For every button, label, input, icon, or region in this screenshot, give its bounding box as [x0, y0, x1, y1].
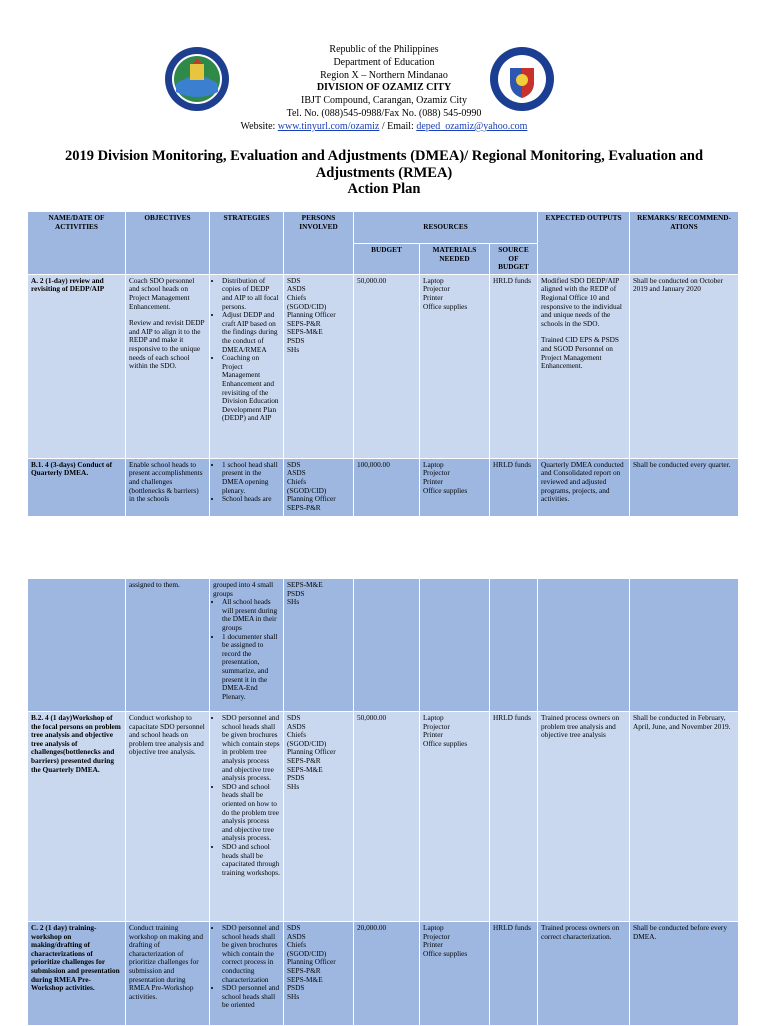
person-role: SEPS-M&E: [287, 580, 323, 589]
source-cell: HRLD funds: [490, 922, 538, 1026]
person-role: Planning Officer: [287, 310, 336, 320]
header-resources: RESOURCES: [354, 212, 538, 244]
source-cell: HRLD funds: [490, 274, 538, 458]
material-item: Projector: [423, 721, 450, 731]
person-role: ASDS: [287, 468, 306, 478]
material-item: Laptop: [423, 923, 444, 932]
header-persons: PERSONS INVOLVED: [284, 212, 354, 275]
strategies-list: [213, 277, 280, 423]
header-address: IBJT Compound, Carangan, Ozamiz City: [301, 95, 467, 107]
budget-cell: 50,000.00: [354, 274, 420, 458]
person-role: PSDS: [287, 983, 305, 993]
header-line-department: Department of Education: [333, 56, 435, 68]
material-item: Office supplies: [423, 948, 468, 958]
table-row: [28, 458, 739, 516]
objectives-cell: [126, 922, 210, 1026]
strategies-list: [213, 714, 280, 877]
materials-cell: [420, 712, 490, 922]
objective-text: Enable school heads to present accomplishments and challenges (bottlenecks & barriers) in the schools: [129, 459, 203, 504]
strategies-list: [213, 924, 280, 1010]
strategies-cell: [210, 274, 284, 458]
person-role: Planning Officer: [287, 494, 336, 504]
document-title: [40, 148, 728, 198]
source-cell: HRLD funds: [490, 458, 538, 516]
person-role: PSDS: [287, 335, 305, 345]
persons-cell: [284, 579, 354, 712]
materials-cell: [420, 922, 490, 1026]
person-role: Planning Officer: [287, 957, 336, 967]
material-item: Office supplies: [423, 485, 468, 495]
person-role: (SGOD/CID): [287, 485, 327, 495]
objective-text: Coach SDO personnel and school heads on Project Management Enhancement.: [129, 275, 195, 311]
objective-text: Conduct training workshop on making and drafting of characterization of prioritize challenges for submission and presentation during RMEA Pre-Workshop activities.: [129, 923, 203, 1001]
person-role: PSDS: [287, 588, 305, 598]
strategies-cell: [210, 712, 284, 922]
person-role: SDS: [287, 275, 301, 285]
person-role: ASDS: [287, 721, 306, 731]
person-role: ASDS: [287, 284, 306, 294]
header-objectives: OBJECTIVES: [126, 212, 210, 275]
output-text: Quarterly DMEA conducted and Consolidated report on reviewed and adjusted programs, projects, and activities.: [541, 459, 624, 504]
person-role: PSDS: [287, 773, 305, 783]
header-division: DIVISION OF OZAMIZ CITY: [316, 82, 452, 94]
person-role: SDS: [287, 713, 301, 722]
person-role: SEPS-P&R: [287, 755, 321, 765]
strategy-item: • 1 school head shall present in the DMEA opening plenary.: [222, 461, 280, 495]
email-label: / Email:: [379, 120, 417, 132]
output-text: Trained process owners on problem tree analysis and objective tree analysis: [541, 713, 620, 740]
table-row: [28, 274, 739, 458]
strategy-item: • Coaching on Project Management Enhancement and revisiting of the Division Education Development Plan (DEDP) and AIP: [222, 354, 280, 423]
person-role: (SGOD/CID): [287, 948, 327, 958]
person-role: SHs: [287, 781, 300, 791]
material-item: Laptop: [423, 275, 444, 285]
person-role: SEPS-M&E: [287, 974, 323, 984]
title-line-3: Action Plan: [347, 181, 421, 197]
source-cell: [490, 579, 538, 712]
material-item: Projector: [423, 468, 450, 478]
material-item: Printer: [423, 730, 443, 740]
budget-cell: [354, 579, 420, 712]
header-outputs: EXPECTED OUTPUTS: [538, 212, 630, 275]
action-plan-table-continued: [27, 578, 739, 1026]
strategies-cell: [210, 579, 284, 712]
activity-cell: B.2. 4 (1 day)Workshop of the focal persons on problem tree analysis and objective tree analysis of challenges(bottlenecks and barriers) presented during the Quarterly DMEA.: [28, 712, 126, 922]
table-row: [28, 922, 739, 1026]
material-item: Projector: [423, 284, 450, 294]
outputs-cell: [538, 579, 630, 712]
materials-cell: [420, 579, 490, 712]
strategies-cell: [210, 458, 284, 516]
person-role: Chiefs: [287, 940, 307, 950]
website-label: Website:: [240, 120, 278, 132]
strategy-item: • SDO and school heads shall be oriented on how to do the problem tree analysis process and objective tree analysis process.: [222, 783, 280, 843]
person-role: SDS: [287, 923, 301, 932]
material-item: Printer: [423, 292, 443, 302]
persons-cell: [284, 458, 354, 516]
person-role: SHs: [287, 344, 300, 354]
header-materials: MATERIALS NEEDED: [420, 244, 490, 275]
email-link[interactable]: deped_ozamiz@yahoo.com: [416, 120, 528, 132]
strategy-item: • All school heads will present during the DMEA in their groups: [222, 598, 280, 632]
strategy-item: • SDO personnel and school heads shall be given brochures which contain the correct process in conducting characterization: [222, 924, 280, 984]
title-line-1: 2019 Division Monitoring, Evaluation and Adjustments (DMEA)/ Regional Monitoring, Evaluation and: [64, 148, 704, 164]
header-remarks: REMARKS/ RECOMMEND-ATIONS: [630, 212, 739, 275]
budget-cell: 20,000.00: [354, 922, 420, 1026]
person-role: Chiefs: [287, 476, 307, 486]
material-item: Projector: [423, 931, 450, 941]
outputs-cell: [538, 922, 630, 1026]
objectives-cell: [126, 579, 210, 712]
budget-cell: 100,000.00: [354, 458, 420, 516]
objective-text: Review and revisit DEDP and AIP to align it to the REDP and make it responsive to the unique needs of each school within the SDO.: [129, 318, 205, 371]
header-source: SOURCE OF BUDGET: [490, 244, 538, 275]
header-web-line: [0, 121, 768, 134]
strategy-item: • SDO personnel and school heads shall be given brochures which contain steps in problem tree analysis process and objective tree analysis process.: [222, 714, 280, 783]
header-budget: BUDGET: [354, 244, 420, 275]
person-role: Chiefs: [287, 292, 307, 302]
remarks-cell: [630, 579, 739, 712]
person-role: SHs: [287, 597, 300, 607]
output-text: Trained CID EPS & PSDS and SGOD Personnel on Project Management Enhancement.: [541, 335, 619, 371]
header-name: NAME/DATE OF ACTIVITIES: [28, 212, 126, 275]
person-role: (SGOD/CID): [287, 301, 327, 311]
material-item: Laptop: [423, 713, 444, 722]
strategies-list: [213, 598, 280, 701]
person-role: (SGOD/CID): [287, 738, 327, 748]
table-row: [28, 579, 739, 712]
person-role: SEPS-P&R: [287, 502, 321, 512]
outputs-cell: [538, 712, 630, 922]
remarks-cell: Shall be conducted on October 2019 and January 2020: [630, 274, 739, 458]
strategy-item: • School heads are: [222, 495, 280, 504]
header-strategies: STRATEGIES: [210, 212, 284, 275]
materials-cell: [420, 458, 490, 516]
strategies-list: [213, 461, 280, 504]
header-line-region: Region X – Northern Mindanao: [320, 69, 448, 81]
materials-cell: [420, 274, 490, 458]
objective-text: Conduct workshop to capacitate SDO personnel and school heads on problem tree analysis and objective tree analysis.: [129, 713, 205, 757]
remarks-cell: Shall be conducted every quarter.: [630, 458, 739, 516]
material-item: Office supplies: [423, 301, 468, 311]
strategy-item: • 1 documenter shall be assigned to record the presentation, summarize, and present it in the DMEA-End Plenary.: [222, 633, 280, 702]
action-plan-table: [27, 211, 739, 517]
objectives-cell: [126, 458, 210, 516]
activity-cell: C. 2 (1 day) training-workshop on making/drafting of characterizations of prioritize challenges for submission and presentation during RMEA Pre-Workshop activities.: [28, 922, 126, 1026]
strategy-item: • Adjust DEDP and craft AIP based on the findings during the conduct of DMEA/RMEA: [222, 311, 280, 354]
person-role: Planning Officer: [287, 747, 336, 757]
website-link[interactable]: www.tinyurl.com/ozamiz: [277, 120, 380, 132]
material-item: Laptop: [423, 459, 444, 469]
strategy-item: • Distribution of copies of DEDP and AIP to all focal persons.: [222, 277, 280, 311]
material-item: Office supplies: [423, 738, 468, 748]
objective-text: assigned to them.: [129, 580, 180, 589]
material-item: Printer: [423, 476, 443, 486]
letterhead: [0, 44, 768, 134]
title-line-2: Adjustments (RMEA): [315, 164, 453, 181]
strategy-item: • SDO personnel and school heads shall be oriented: [222, 984, 280, 1010]
person-role: ASDS: [287, 931, 306, 941]
persons-cell: [284, 922, 354, 1026]
strategies-cell: [210, 922, 284, 1026]
outputs-cell: [538, 274, 630, 458]
persons-cell: [284, 712, 354, 922]
person-role: SEPS-P&R: [287, 965, 321, 975]
output-text: Modified SDO DEDP/AIP aligned with the REDP of Regional Office 10 and responsive to the individual and unique needs of the schools in the SDO.: [541, 275, 622, 328]
person-role: SEPS-P&R: [287, 318, 321, 328]
strategy-item: • SDO and school heads shall be capacitated through training workshops.: [222, 843, 280, 877]
objectives-cell: [126, 274, 210, 458]
material-item: Printer: [423, 940, 443, 950]
remarks-cell: Shall be conducted before every DMEA.: [630, 922, 739, 1026]
output-text: Trained process owners on correct characterization.: [541, 923, 620, 941]
remarks-cell: Shall be conducted in February, April, June, and November 2019.: [630, 712, 739, 922]
person-role: Chiefs: [287, 730, 307, 740]
person-role: SEPS-M&E: [287, 327, 323, 337]
activity-cell: [28, 579, 126, 712]
header-line-republic: Republic of the Philippines: [329, 44, 439, 55]
activity-cell: A. 2 (1-day) review and revisiting of DEDP/AIP: [28, 274, 126, 458]
table-row: [28, 712, 739, 922]
person-role: SEPS-M&E: [287, 764, 323, 774]
persons-cell: [284, 274, 354, 458]
source-cell: HRLD funds: [490, 712, 538, 922]
person-role: SDS: [287, 459, 301, 469]
outputs-cell: [538, 458, 630, 516]
strategy-continued: grouped into 4 small groups: [213, 580, 274, 598]
budget-cell: 50,000.00: [354, 712, 420, 922]
header-contact: Tel. No. (088)545-0988/Fax No. (088) 545-0990: [286, 107, 482, 119]
objectives-cell: [126, 712, 210, 922]
activity-cell: B.1. 4 (3-days) Conduct of Quarterly DMEA.: [28, 458, 126, 516]
person-role: SHs: [287, 991, 300, 1001]
